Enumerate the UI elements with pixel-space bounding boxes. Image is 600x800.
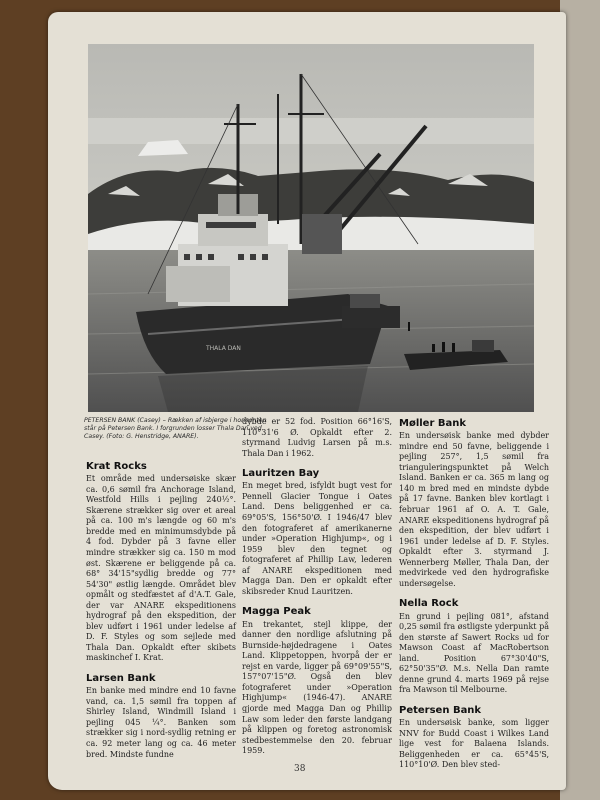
entry-title-lauritzen-bay: Lauritzen Bay (242, 468, 320, 480)
entry-text-nella-rock: En grund i pejling 081°, afstand 0,25 sømil fra østligste yderpunkt på den største af Sawert Rocks ud for Mawson Coast af MacRobertson land. Position 67°30'40"S, 62°50'35"Ø. M.s. Nella Dan ramte denne grund 4. marts 1969 på rejse fra Mawson til Melbourne. (399, 611, 549, 695)
entry-text-lauritzen-bay: En meget bred, isfyldt bugt vest for Pennell Glacier Tongue i Oates Land. Dens beliggenhed er ca. 69°05'S, 156°50'Ø. I 1946/47 blev den fotograferet af amerikanerne under »Operation Highjump«, og i 1959 blev den tegnet og fotograferet af Phillip Law, lederen af ANARE ekspeditionen med Magga Dan. Den er opkaldt efter skibsreder Knud Lauritzen. (242, 481, 392, 596)
entry-title-magga-peak: Magga Peak (242, 606, 311, 618)
entry-text-magga-peak: En trekantet, stejl klippe, der danner den nordlige afslutning på Burnside-højdedragene i Oates Land. Klippetoppen, hvorpå der er rejst en varde, ligger på 69°09'55"S, 157°07'15"Ø. Også den blev fotograferet under »Operation Highjump« (1946-47). ANARE gjorde med Magga Dan og Phillip Law som leder den første landgang på klippen og foretog astronomisk stedbestemmelse den 20. februar 1959. (242, 619, 392, 756)
page-number: 38 (294, 764, 306, 774)
entry-text-krat-rocks: Et område med undersøiske skær ca. 0,6 sømil fra Anchorage Island, Westfold Hills i pejling 240½°. Skærene strækker sig over et areal på ca. 100 m's længde og 60 m's bredde med en minimumsdybde på 4 fod. Dybder på 3 favne eller mindre strækker sig ca. 150 m mod øst. Skærene er beliggende på ca. 68° 34'15"sydlig bredde og 77° 54'30" østlig længde. Området blev opmålt og stedfæstet af d'A.T. Gale, der var ANARE ekspeditionens hydrograf på den ekspedition, der blev udført i 1961 under ledelse af D. F. Styles og som sejlede med Thala Dan. Opkaldt efter skibets maskinchef I. Krat. (86, 474, 236, 663)
entry-title-petersen-bank: Petersen Bank (399, 704, 482, 716)
entry-title-nella-rock: Nella Rock (399, 598, 459, 610)
ship-photo (88, 44, 534, 412)
column-2 (242, 417, 392, 757)
entry-title-krat-rocks: Krat Rocks (86, 461, 147, 472)
ship-name-on-hull: THALA DAN (206, 345, 241, 352)
entry-title-moller-bank: Møller Bank (399, 418, 467, 429)
photo-caption: PETERSEN BANK (Casey) – Rækken af isbjerge i horisonten står på Petersen Bank. I forgrunden losser Thala Dan ved Casey. (Foto: G. Henstridge, ANARE). (84, 417, 267, 440)
column-1 (86, 460, 236, 760)
column-3 (399, 417, 549, 771)
magazine-page (48, 12, 566, 790)
entry-text-larsen-bank-cont: dybde er 52 fod. Position 66°16'S, 110°31'6 Ø. Opkaldt efter 2. styrmand Ludvig Larsen på m.s. Thala Dan i 1962. (242, 417, 392, 458)
entry-text-moller-bank: En undersøisk banke med dybder mindre end 50 favne, beliggende i pejling 257°, 1,5 sømil fra trianguleringspunktet på Welch Island. Banken er ca. 365 m lang og 140 m bred med en mindste dybde på 17 favne. Banken blev kortlagt i februar 1961 af O. A. T. Gale, ANARE ekspeditionens hydrograf på den ekspedition, der blev udført i 1961 under ledelse af D. F. Styles. Opkaldt efter 3. styrmand J. Wennerberg Møller, Thala Dan, der medvirkede ved den hydrografiske undersøgelse. (399, 431, 549, 588)
entry-text-larsen-bank: En banke med mindre end 10 favne vand, ca. 1,5 sømil fra toppen af Shirley Island, Windmill Island i pejling 045 ¼°. Banken som strækker sig i nord-sydlig retning er ca. 92 meter lang og ca. 46 meter bred. Mindste fundne (86, 686, 236, 759)
entry-text-petersen-bank: En undersøisk banke, som ligger NNV for Budd Coast i Wilkes Land lige vest for Balaena Islands. Beliggenheden er ca. 65°45'S, 110°10'Ø. Den blev sted- (399, 718, 549, 770)
entry-title-larsen-bank: Larsen Bank (86, 673, 156, 685)
next-page-edge (560, 0, 600, 800)
